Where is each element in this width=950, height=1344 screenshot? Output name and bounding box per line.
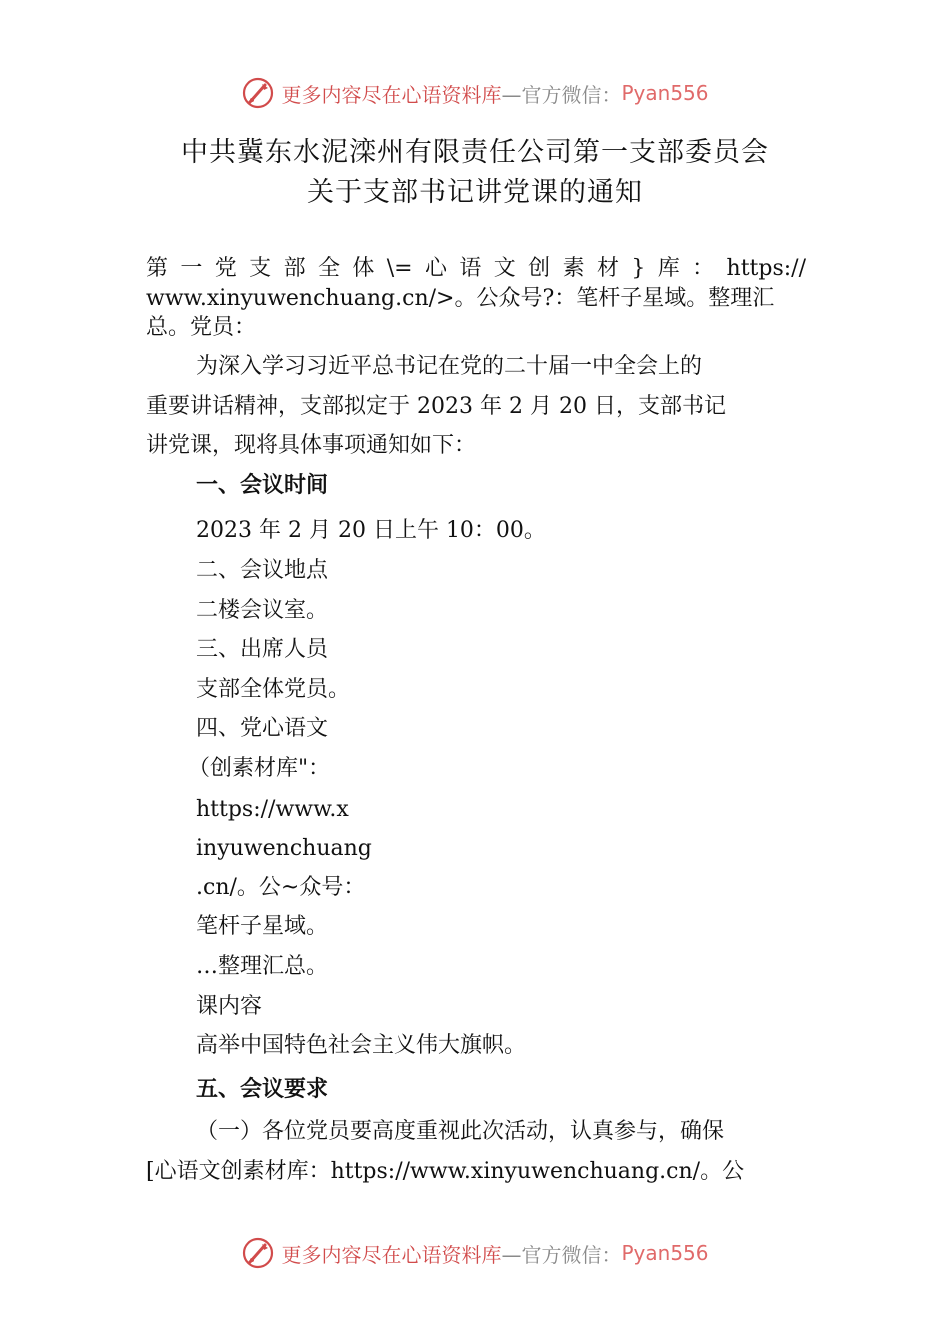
watermark-wechat-id: Pyan556: [621, 81, 709, 105]
section-heading-requirements: 五、会议要求: [196, 1077, 329, 1102]
watermark-wechat-id: Pyan556: [621, 1241, 709, 1265]
section-heading-lesson: 四、党心语文: [196, 716, 329, 741]
lesson-line-7: 课内容: [196, 994, 263, 1019]
intro-line-2: 重要讲话精神，支部拟定于 2023 年 2 月 20 日，支部书记: [146, 394, 726, 419]
document-title-line1: 中共冀东水泥滦州有限责任公司第一支部委员会: [181, 137, 769, 168]
watermark-banner-top: [0, 71, 950, 115]
watermark-gray-text: —官方微信：: [501, 1242, 622, 1267]
header-line-1: 第一党支部全体\=心语文创素材}库：https://: [146, 256, 806, 281]
pen-logo-icon: [241, 76, 275, 110]
watermark-banner-bottom: [0, 1231, 950, 1275]
requirement-1-line-2: [心语文创素材库：https://www.xinyuwenchuang.cn/。公: [146, 1159, 745, 1184]
lesson-line-2: https://www.x: [196, 797, 349, 822]
section-text-attendees: 支部全体党员。: [196, 677, 351, 702]
lesson-line-3: inyuwenchuang: [196, 836, 372, 861]
section-heading-time: 一、会议时间: [196, 473, 329, 498]
intro-line-1: 为深入学习习近平总书记在党的二十届一中全会上的: [196, 354, 703, 379]
lesson-line-5: 笔杆子星域。: [196, 914, 329, 939]
lesson-line-4: .cn/。公~众号：: [196, 875, 366, 900]
intro-line-3: 讲党课，现将具体事项通知如下：: [146, 433, 477, 458]
header-line-3: 总。党员：: [146, 315, 257, 340]
section-heading-location: 二、会议地点: [196, 558, 329, 583]
requirement-1-line-1: （一）各位党员要高度重视此次活动，认真参与，确保: [196, 1119, 725, 1144]
watermark-red-text: 更多内容尽在心语资料库: [281, 1242, 502, 1267]
section-text-time: 2023 年 2 月 20 日上午 10：00。: [196, 518, 546, 543]
section-text-lesson: 高举中国特色社会主义伟大旗帜。: [196, 1033, 527, 1058]
document-title-line2: 关于支部书记讲党课的通知: [307, 177, 643, 208]
watermark-red-text: 更多内容尽在心语资料库: [281, 82, 502, 107]
pen-logo-icon: [241, 1236, 275, 1270]
section-text-location: 二楼会议室。: [196, 598, 329, 623]
lesson-line-6: …整理汇总。: [196, 954, 329, 979]
header-line-2: www.xinyuwenchuang.cn/>。公众号?：笔杆子星域。整理汇: [146, 286, 775, 311]
watermark-gray-text: —官方微信：: [501, 82, 622, 107]
section-heading-attendees: 三、出席人员: [196, 637, 329, 662]
lesson-line-1: （创素材库"：: [188, 756, 331, 781]
